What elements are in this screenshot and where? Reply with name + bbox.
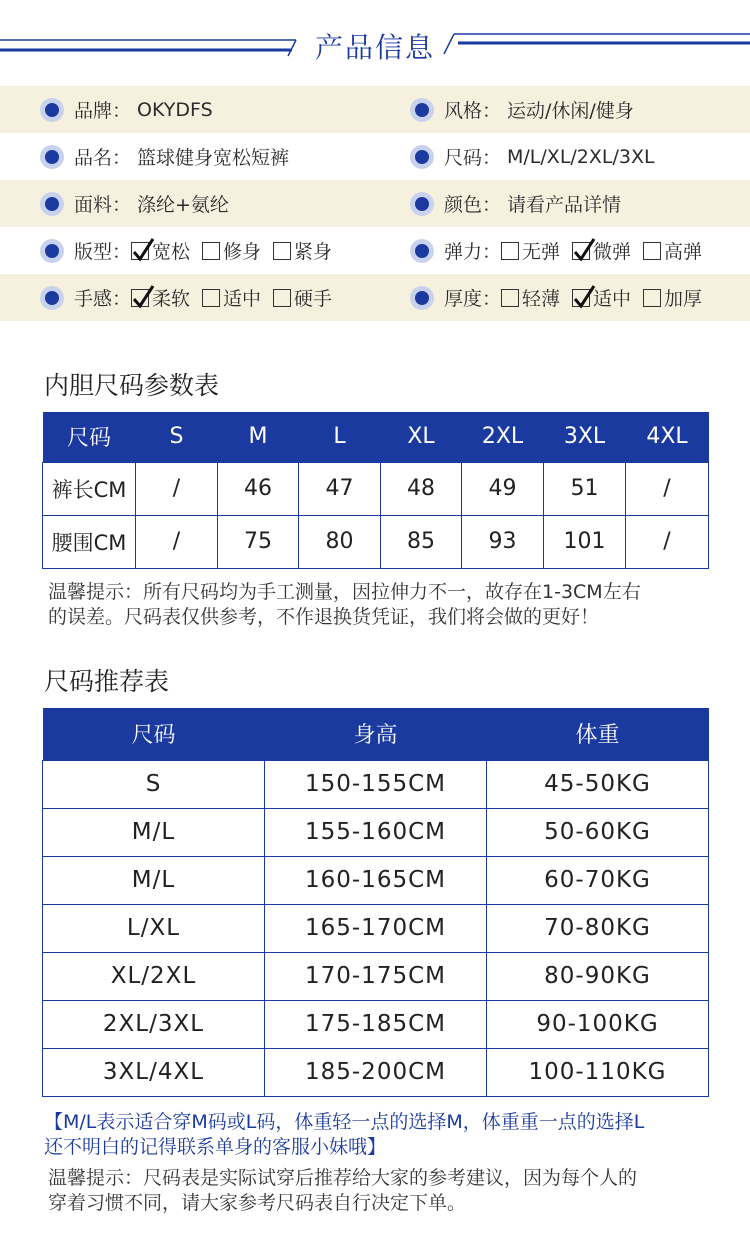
table-cell: 90-100KG: [487, 1000, 709, 1048]
info-option-group: [40, 274, 344, 321]
size-parameter-table: [42, 412, 709, 569]
table-row: [43, 808, 709, 856]
bullet-icon: [40, 98, 64, 122]
info-row: [0, 180, 750, 227]
info-label: 弹力：: [444, 241, 502, 263]
table-cell: 85: [381, 515, 462, 568]
table-header-row: [43, 412, 709, 462]
info-label: 品名：: [74, 147, 132, 169]
bullet-icon: [40, 192, 64, 216]
bullet-icon: [40, 145, 64, 169]
table-header-row: [43, 708, 709, 760]
product-info: [0, 86, 750, 321]
checkbox-icon: [643, 289, 661, 307]
recommend-table-title: 尺码推荐表: [44, 667, 170, 696]
table-cell: 160-165CM: [265, 856, 487, 904]
option-label: 适中: [593, 288, 632, 310]
info-option-group: [410, 274, 714, 321]
table-cell: 80: [299, 515, 381, 568]
info-sizes: [410, 133, 655, 180]
table-cell: 50-60KG: [487, 808, 709, 856]
table-header-cell: 尺码: [43, 412, 136, 462]
option-label: 适中: [223, 288, 262, 310]
option-label: 紧身: [294, 241, 333, 263]
table-row: [43, 462, 709, 515]
option-label: 加厚: [664, 288, 703, 310]
bullet-icon: [410, 239, 434, 263]
table-cell: 47: [299, 462, 381, 515]
checkbox-icon: [273, 289, 291, 307]
option-label: 硬手: [294, 288, 333, 310]
recommend-table-note: [48, 1166, 718, 1216]
info-value: 涤纶+氨纶: [137, 194, 229, 216]
table-cell: 裤长CM: [43, 462, 136, 515]
table-header-cell: XL: [381, 412, 462, 462]
note-line: 的误差。尺码表仅供参考，不作退换货凭证，我们将会做的更好！: [48, 606, 600, 628]
checkbox-icon: [643, 242, 661, 260]
checkbox-option: [273, 284, 332, 311]
option-label: 柔软: [152, 288, 191, 310]
table-cell: /: [626, 515, 709, 568]
recommend-blue-note: [44, 1110, 734, 1160]
checkbox-option: [202, 237, 261, 264]
section-header: [0, 0, 750, 86]
checkbox-option: [572, 237, 631, 264]
info-option-row: [0, 227, 750, 274]
info-label: 版型：: [74, 241, 132, 263]
table-cell: 60-70KG: [487, 856, 709, 904]
info-label: 颜色：: [444, 194, 502, 216]
checkbox-icon: [501, 242, 519, 260]
table-cell: 46: [218, 462, 299, 515]
bullet-icon: [410, 145, 434, 169]
bullet-icon: [40, 286, 64, 310]
info-label: 品牌：: [74, 100, 132, 122]
table-cell: XL/2XL: [43, 952, 265, 1000]
checkbox-option: [501, 237, 560, 264]
option-label: 轻薄: [522, 288, 561, 310]
note-line: 穿着习惯不同，请大家参考尺码表自行决定下单。: [48, 1192, 467, 1214]
checked-box-icon: [131, 242, 149, 260]
info-label: 厚度：: [444, 288, 502, 310]
checkbox-option: [202, 284, 261, 311]
size-table-note: [48, 580, 718, 630]
info-style: [410, 86, 634, 133]
table-cell: 70-80KG: [487, 904, 709, 952]
checkbox-option: [501, 284, 560, 311]
table-cell: 155-160CM: [265, 808, 487, 856]
table-cell: 51: [544, 462, 626, 515]
table-header-cell: S: [136, 412, 218, 462]
info-value: M/L/XL/2XL/3XL: [507, 145, 655, 168]
table-cell: 170-175CM: [265, 952, 487, 1000]
note-line: 【M/L表示适合穿M码或L码，体重轻一点的选择M，体重重一点的选择L: [44, 1111, 645, 1133]
table-row: [43, 952, 709, 1000]
info-label: 风格：: [444, 100, 502, 122]
info-fabric: [40, 180, 229, 227]
checked-box-icon: [572, 289, 590, 307]
checkbox-option: [131, 237, 190, 264]
bullet-icon: [410, 98, 434, 122]
checked-box-icon: [572, 242, 590, 260]
info-value: 篮球健身宽松短裤: [137, 147, 290, 169]
table-row: [43, 904, 709, 952]
table-cell: M/L: [43, 808, 265, 856]
info-brand: [40, 86, 213, 133]
checkbox-option: [572, 284, 631, 311]
note-line: 温馨提示：尺码表是实际试穿后推荐给大家的参考建议，因为每个人的: [48, 1167, 638, 1189]
info-value: 运动/休闲/健身: [507, 100, 634, 122]
info-label: 手感：: [74, 288, 132, 310]
table-header-cell: M: [218, 412, 299, 462]
info-label: 尺码：: [444, 147, 502, 169]
info-value: OKYDFS: [137, 98, 213, 121]
table-header-cell: L: [299, 412, 381, 462]
info-label: 面料：: [74, 194, 132, 216]
table-cell: 165-170CM: [265, 904, 487, 952]
table-cell: /: [136, 515, 218, 568]
checkbox-icon: [501, 289, 519, 307]
table-cell: M/L: [43, 856, 265, 904]
table-cell: 175-185CM: [265, 1000, 487, 1048]
table-cell: /: [626, 462, 709, 515]
checkbox-icon: [273, 242, 291, 260]
table-header-cell: 4XL: [626, 412, 709, 462]
table-cell: 2XL/3XL: [43, 1000, 265, 1048]
table-cell: 75: [218, 515, 299, 568]
table-cell: 45-50KG: [487, 760, 709, 808]
note-line: 温馨提示：所有尺码均为手工测量，因拉伸力不一，故存在1-3CM左右: [48, 581, 641, 603]
checked-box-icon: [131, 289, 149, 307]
size-recommend-table: [42, 708, 709, 1097]
header-title: 产品信息: [314, 31, 435, 64]
table-row: [43, 760, 709, 808]
table-cell: 150-155CM: [265, 760, 487, 808]
info-product-name: [40, 133, 289, 180]
info-option-group: [410, 227, 714, 274]
table-cell: 腰围CM: [43, 515, 136, 568]
option-label: 无弹: [522, 241, 561, 263]
bullet-icon: [40, 239, 64, 263]
checkbox-icon: [202, 289, 220, 307]
table-header-cell: 3XL: [544, 412, 626, 462]
bullet-icon: [410, 192, 434, 216]
table-header-cell: 尺码: [43, 708, 265, 760]
table-cell: 3XL/4XL: [43, 1048, 265, 1096]
table-row: [43, 1000, 709, 1048]
table-cell: 48: [381, 462, 462, 515]
bullet-icon: [410, 286, 434, 310]
size-table-title: 内胆尺码参数表: [44, 371, 220, 400]
table-cell: /: [136, 462, 218, 515]
table-cell: 80-90KG: [487, 952, 709, 1000]
table-cell: 93: [462, 515, 544, 568]
table-header-cell: 身高: [265, 708, 487, 760]
checkbox-option: [273, 237, 332, 264]
info-option-row: [0, 274, 750, 321]
table-cell: 49: [462, 462, 544, 515]
checkbox-option: [643, 237, 702, 264]
info-row: [0, 133, 750, 180]
table-cell: 185-200CM: [265, 1048, 487, 1096]
info-color: [410, 180, 621, 227]
table-cell: 100-110KG: [487, 1048, 709, 1096]
info-value: 请看产品详情: [507, 194, 622, 216]
table-cell: L/XL: [43, 904, 265, 952]
table-row: [43, 856, 709, 904]
table-cell: S: [43, 760, 265, 808]
option-label: 宽松: [152, 241, 191, 263]
checkbox-option: [643, 284, 702, 311]
table-row: [43, 515, 709, 568]
note-line: 还不明白的记得联系单身的客服小妹哦】: [44, 1136, 387, 1158]
checkbox-option: [131, 284, 190, 311]
option-label: 高弹: [664, 241, 703, 263]
option-label: 修身: [223, 241, 262, 263]
option-label: 微弹: [593, 241, 632, 263]
table-header-cell: 体重: [487, 708, 709, 760]
table-header-cell: 2XL: [462, 412, 544, 462]
info-option-group: [40, 227, 344, 274]
table-row: [43, 1048, 709, 1096]
table-cell: 101: [544, 515, 626, 568]
checkbox-icon: [202, 242, 220, 260]
info-row: [0, 86, 750, 133]
